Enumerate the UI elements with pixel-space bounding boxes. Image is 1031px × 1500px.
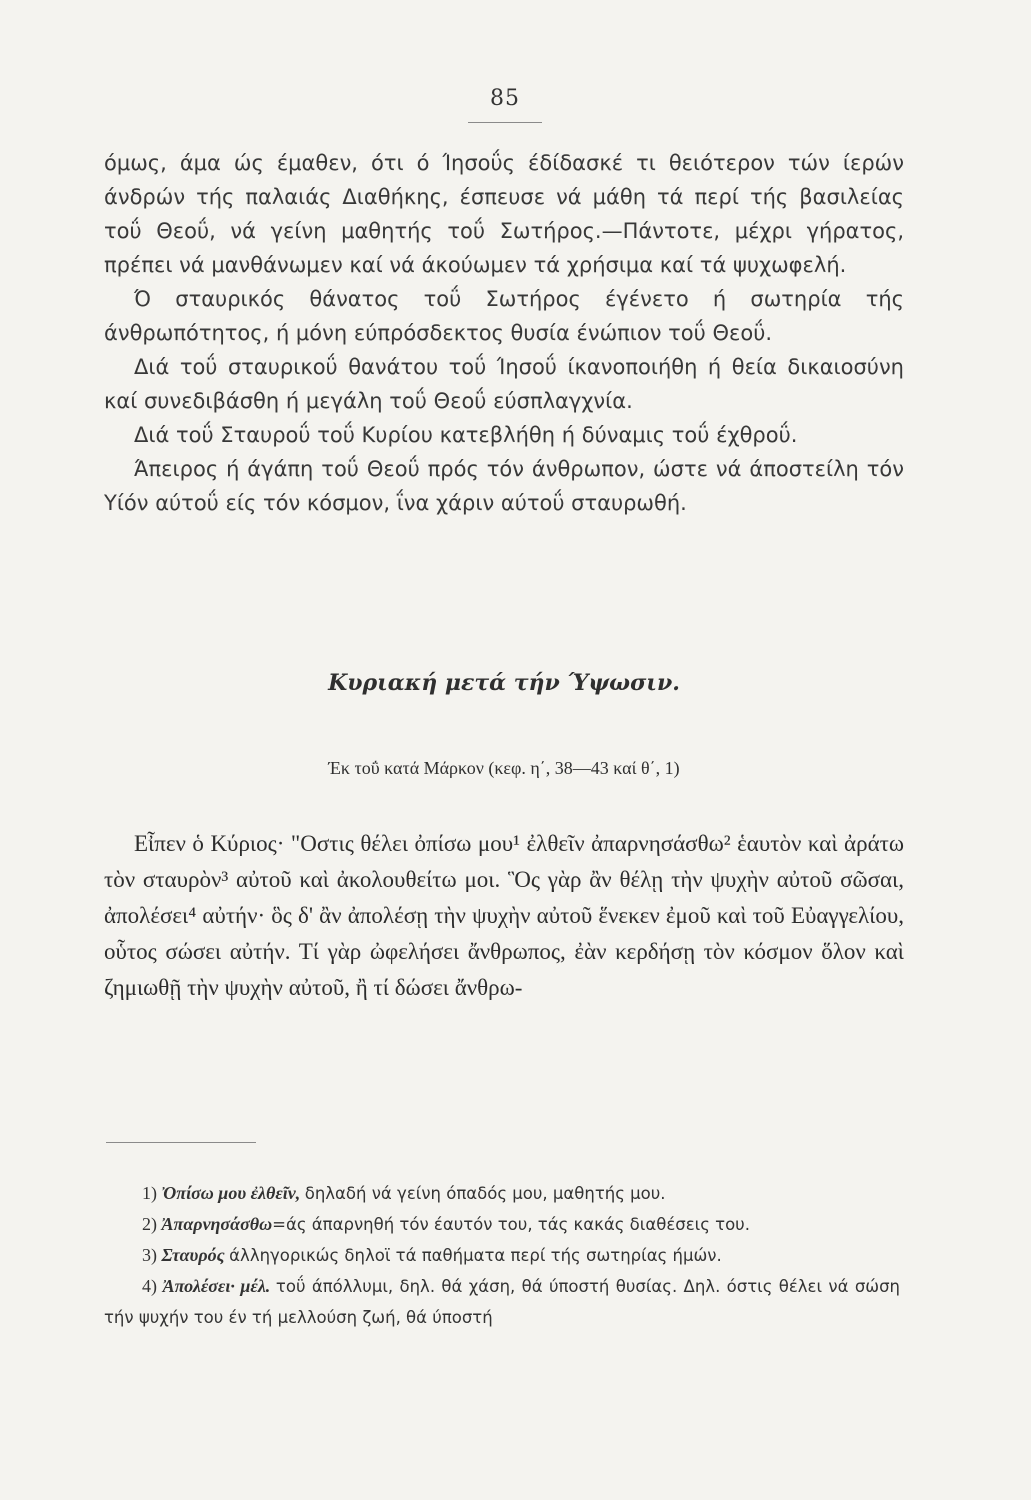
page-number-rule (468, 122, 542, 123)
footnote-rule (106, 1142, 256, 1143)
footnote-term: Ἀπαρνησάσθω (161, 1214, 273, 1234)
footnotes (104, 1178, 900, 1333)
section-subheading: Έκ τοΰ κατά Μάρκον (κεφ. η΄, 38—43 καί θ΄, 1) (328, 758, 680, 778)
footnote-term: Ἀπολέσει· μέλ. (162, 1276, 271, 1296)
footnote-number: 2) (142, 1214, 157, 1234)
footnote-text: =άς άπαρνηθή τόν έαυτόν του, τάς κακάς διαθέσεις του. (272, 1215, 750, 1234)
paragraph: Άπειρος ή άγάπη τοΰ Θεοΰ πρός τόν άνθρωπον, ώστε νά άποστείλη τόν Υίόν αύτοΰ είς τόν κόσμον, ΐνα χάριν αύτοΰ σταυρωθή. (104, 457, 904, 515)
footnote-text: άλληγορικώς δηλοϊ τά παθήματα περί τής σωτηρίας ήμών. (229, 1246, 722, 1265)
footnote-term: Ὀπίσω μου ἐλθεῖν, (161, 1183, 301, 1203)
paragraph: όμως, άμα ώς έμαθεν, ότι ό Ίησοΰς έδίδασκέ τι θειότερον τών ίερών άνδρών τής παλαιάς Διαθήκης, έσπευσε νά μάθη τά περί τής βασιλείας τοΰ Θεοΰ, νά γείνη μαθητής τοΰ Σωτήρος.—Πάντοτε, μέχρι γήρατος, πρέπει νά μανθάνωμεν καί νά άκούωμεν τά χρήσιμα καί τά ψυχωφελή. (104, 151, 904, 277)
footnote-number: 3) (142, 1245, 157, 1265)
footnote-term: Σταυρός (161, 1245, 225, 1265)
paragraph: Διά τοΰ σταυρικοΰ θανάτου τοΰ Ίησοΰ ίκανοποιήθη ή θεία δικαιοσύνη καί συνεδιβάσθη ή μεγάλη τοΰ Θεοΰ εύσπλαγχνία. (104, 355, 904, 413)
footnote (104, 1178, 900, 1209)
scripture-passage: Εἶπεν ὁ Κύριος· "Οστις θέλει ὀπίσω μου¹ ἐλθεῖν ἀπαρνησάσθω² ἑαυτὸν καὶ ἀράτω τὸν σταυρὸν³ αὐτοῦ καὶ ἀκολουθείτω μοι. Ὃς γὰρ ἂν θέλῃ τὴν ψυχὴν αὐτοῦ σῶσαι, ἀπολέσει⁴ αὐτήν· ὃς δ' ἂν ἀπολέσῃ τὴν ψυχὴν αὐτοῦ ἕνεκεν ἐμοῦ καὶ τοῦ Εὐαγγελίου, οὗτος σώσει αὐτήν. Τί γὰρ ὠφελήσει ἄνθρωπος, ἐὰν κερδήσῃ τὸν κόσμον ὅλον καὶ ζημιωθῇ τὴν ψυχὴν αὐτοῦ, ἢ τί δώσει ἄνθρω- (104, 831, 904, 1000)
section-heading: Κυριακή μετά τήν Ύψωσιν. (328, 670, 680, 696)
footnote (104, 1271, 900, 1333)
footnote-text: τοΰ άπόλλυμι, δηλ. θά χάση, θά ύποστή θυσίας. Δηλ. όστις θέλει νά σώση τήν ψυχήν του έν τή μελλούση ζωή, θά ύποστή (104, 1277, 901, 1327)
footnote-text: δηλαδή νά γείνη όπαδός μου, μαθητής μου. (304, 1184, 666, 1203)
paragraph: Διά τοΰ Σταυροΰ τοΰ Κυρίου κατεβλήθη ή δύναμις τοΰ έχθροΰ. (134, 423, 798, 447)
footnote (104, 1240, 900, 1271)
paragraph: Ό σταυρικός θάνατος τοΰ Σωτήρος έγένετο ή σωτηρία τής άνθρωπότητος, ή μόνη εύπρόσδεκτος θυσία ένώπιον τοΰ Θεοΰ. (104, 287, 904, 345)
page-number: 85 (490, 86, 520, 111)
footnote-number: 1) (142, 1183, 157, 1203)
footnote-number: 4) (142, 1276, 157, 1296)
body-text (104, 146, 904, 520)
footnote (104, 1209, 900, 1240)
